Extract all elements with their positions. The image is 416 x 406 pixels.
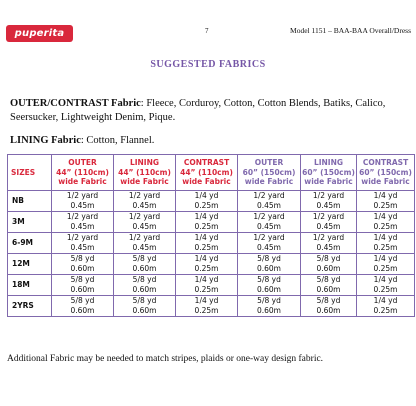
yardage-cell — [52, 212, 114, 233]
table-row — [8, 212, 415, 233]
yardage-yards: 5/8 yd — [257, 275, 281, 284]
outer-fabric-text: : Fleece, Corduroy, Cotton, Cotton Blends, Batiks, Calico, Seersucker, Lightweight Denim, Pique. — [10, 98, 386, 123]
column-header-contrast-44: CONTRAST 44” (110cm) wide Fabric — [176, 155, 238, 191]
yardage-cell — [114, 275, 176, 296]
yardage-meters: 0.60m — [256, 285, 281, 294]
yardage-cell — [301, 275, 357, 296]
yardage-cell — [176, 191, 238, 212]
table-row — [8, 191, 415, 212]
outer-fabric-label: OUTER/CONTRAST Fabric — [10, 98, 141, 109]
column-header-outer-60: OUTER 60” (150cm) wide Fabric — [238, 155, 301, 191]
column-header-contrast-60: CONTRAST 60” (150cm) wide Fabric — [357, 155, 415, 191]
yardage-cell — [114, 233, 176, 254]
size-cell: 12M — [8, 254, 52, 275]
size-cell: 6-9M — [8, 233, 52, 254]
yardage-meters: 0.25m — [373, 306, 398, 315]
lining-fabric-paragraph — [10, 134, 410, 148]
yardage-yards: 1/2 yard — [253, 212, 285, 221]
yardage-yards: 5/8 yd — [132, 296, 157, 305]
yardage-yards: 1/4 yd — [194, 191, 219, 200]
size-cell: 3M — [8, 212, 52, 233]
yardage-meters: 0.60m — [132, 264, 157, 273]
yardage-meters: 0.60m — [70, 264, 95, 273]
yardage-yards: 1/2 yard — [66, 212, 99, 221]
yardage-yards: 1/4 yd — [194, 296, 219, 305]
yardage-yards: 1/2 yard — [128, 191, 161, 200]
yardage-meters: 0.60m — [316, 285, 341, 294]
yardage-yards: 5/8 yd — [132, 254, 157, 263]
yardage-meters: 0.25m — [194, 285, 219, 294]
yardage-meters: 0.45m — [70, 201, 95, 210]
yardage-yards: 1/2 yard — [66, 233, 99, 242]
yardage-cell — [114, 212, 176, 233]
yardage-cell — [176, 233, 238, 254]
yardage-cell — [238, 275, 301, 296]
size-cell: 18M — [8, 275, 52, 296]
yardage-meters: 0.25m — [194, 201, 219, 210]
yardage-yards: 1/4 yd — [373, 296, 398, 305]
yardage-cell — [114, 191, 176, 212]
yardage-yards: 1/2 yard — [66, 191, 99, 200]
lining-fabric-text: : Cotton, Flannel. — [80, 135, 155, 146]
yardage-cell — [176, 296, 238, 317]
yardage-meters: 0.45m — [316, 201, 341, 210]
yardage-yards: 5/8 yd — [316, 275, 341, 284]
brand-logo — [6, 25, 73, 42]
yardage-meters: 0.60m — [256, 264, 281, 273]
yardage-meters: 0.45m — [132, 243, 157, 252]
yardage-yards: 1/4 yd — [373, 254, 398, 263]
yardage-meters: 0.45m — [256, 222, 281, 231]
yardage-meters: 0.45m — [256, 243, 281, 252]
yardage-meters: 0.25m — [194, 243, 219, 252]
column-header-outer-44: OUTER 44” (110cm) wide Fabric — [52, 155, 114, 191]
outer-fabric-paragraph — [10, 97, 410, 124]
yardage-meters: 0.60m — [316, 264, 341, 273]
table-row — [8, 254, 415, 275]
yardage-cell — [52, 233, 114, 254]
yardage-yards: 5/8 yd — [316, 296, 341, 305]
size-cell: NB — [8, 191, 52, 212]
yardage-meters: 0.25m — [373, 264, 398, 273]
yardage-meters: 0.60m — [132, 285, 157, 294]
brand-logo-text: puperita — [14, 28, 65, 39]
yardage-meters: 0.60m — [256, 306, 281, 315]
yardage-cell — [238, 212, 301, 233]
yardage-cell — [176, 275, 238, 296]
yardage-yards: 1/2 yard — [312, 212, 345, 221]
yardage-yards: 1/2 yard — [128, 212, 161, 221]
yardage-meters: 0.60m — [132, 306, 157, 315]
yardage-cell — [301, 191, 357, 212]
table-row — [8, 233, 415, 254]
yardage-cell — [357, 212, 415, 233]
section-title: SUGGESTED FABRICS — [150, 59, 266, 70]
column-header-lining-44: LINING 44” (110cm) wide Fabric — [114, 155, 176, 191]
yardage-meters: 0.25m — [194, 306, 219, 315]
yardage-meters: 0.45m — [256, 201, 281, 210]
yardage-meters: 0.25m — [194, 222, 219, 231]
yardage-cell — [52, 254, 114, 275]
yardage-cell — [238, 254, 301, 275]
yardage-yards: 5/8 yd — [70, 254, 95, 263]
sizes-column-header: SIZES — [8, 155, 52, 191]
table-header-row — [8, 155, 415, 191]
yardage-cell — [52, 191, 114, 212]
yardage-yards: 5/8 yd — [70, 275, 95, 284]
yardage-meters: 0.60m — [70, 285, 95, 294]
yardage-cell — [301, 233, 357, 254]
yardage-yards: 1/2 yard — [312, 191, 345, 200]
yardage-yards: 5/8 yd — [257, 296, 281, 305]
yardage-cell — [357, 191, 415, 212]
yardage-cell — [238, 296, 301, 317]
yardage-yards: 1/2 yard — [128, 233, 161, 242]
yardage-cell — [301, 212, 357, 233]
yardage-yards: 1/4 yd — [194, 212, 219, 221]
yardage-meters: 0.25m — [373, 222, 398, 231]
yardage-cell — [52, 275, 114, 296]
yardage-meters: 0.45m — [132, 201, 157, 210]
yardage-cell — [176, 212, 238, 233]
yardage-meters: 0.60m — [70, 306, 95, 315]
yardage-yards: 1/4 yd — [194, 233, 219, 242]
size-cell: 2YRS — [8, 296, 52, 317]
yardage-yards: 5/8 yd — [316, 254, 341, 263]
yardage-yards: 5/8 yd — [257, 254, 281, 263]
table-row — [8, 296, 415, 317]
yardage-cell — [52, 296, 114, 317]
yardage-yards: 1/4 yd — [373, 191, 398, 200]
yardage-meters: 0.25m — [194, 264, 219, 273]
yardage-meters: 0.25m — [373, 243, 398, 252]
yardage-cell — [176, 254, 238, 275]
yardage-yards: 1/4 yd — [194, 254, 219, 263]
yardage-cell — [357, 254, 415, 275]
yardage-yards: 5/8 yd — [70, 296, 95, 305]
yardage-yards: 1/4 yd — [373, 212, 398, 221]
yardage-cell — [301, 254, 357, 275]
yardage-cell — [301, 296, 357, 317]
yardage-meters: 0.45m — [70, 243, 95, 252]
yardage-meters: 0.25m — [373, 201, 398, 210]
yardage-yards: 1/2 yard — [312, 233, 345, 242]
yardage-yards: 1/4 yd — [373, 233, 398, 242]
yardage-cell — [114, 296, 176, 317]
yardage-yards: 1/2 yard — [253, 233, 285, 242]
yardage-cell — [238, 191, 301, 212]
yardage-cell — [114, 254, 176, 275]
yardage-meters: 0.45m — [316, 243, 341, 252]
yardage-meters: 0.25m — [373, 285, 398, 294]
yardage-yards: 1/2 yard — [253, 191, 285, 200]
yardage-yards: 1/4 yd — [373, 275, 398, 284]
table-body — [8, 191, 415, 317]
yardage-cell — [357, 233, 415, 254]
model-header: Model 1151 – BAA-BAA Overall/Dress — [290, 26, 411, 35]
page-number: 7 — [205, 27, 209, 35]
yardage-meters: 0.45m — [70, 222, 95, 231]
yardage-cell — [238, 233, 301, 254]
yardage-meters: 0.45m — [132, 222, 157, 231]
yardage-meters: 0.45m — [316, 222, 341, 231]
yardage-cell — [357, 275, 415, 296]
lining-fabric-label: LINING Fabric — [10, 135, 81, 146]
footer-note: Additional Fabric may be needed to match stripes, plaids or one-way design fabric. — [7, 354, 324, 364]
yardage-yards: 5/8 yd — [132, 275, 157, 284]
yardage-cell — [357, 296, 415, 317]
column-header-lining-60: LINING 60” (150cm) wide Fabric — [301, 155, 357, 191]
yardage-yards: 1/4 yd — [194, 275, 219, 284]
fabric-requirements-table — [7, 154, 415, 317]
yardage-meters: 0.60m — [316, 306, 341, 315]
table-row — [8, 275, 415, 296]
